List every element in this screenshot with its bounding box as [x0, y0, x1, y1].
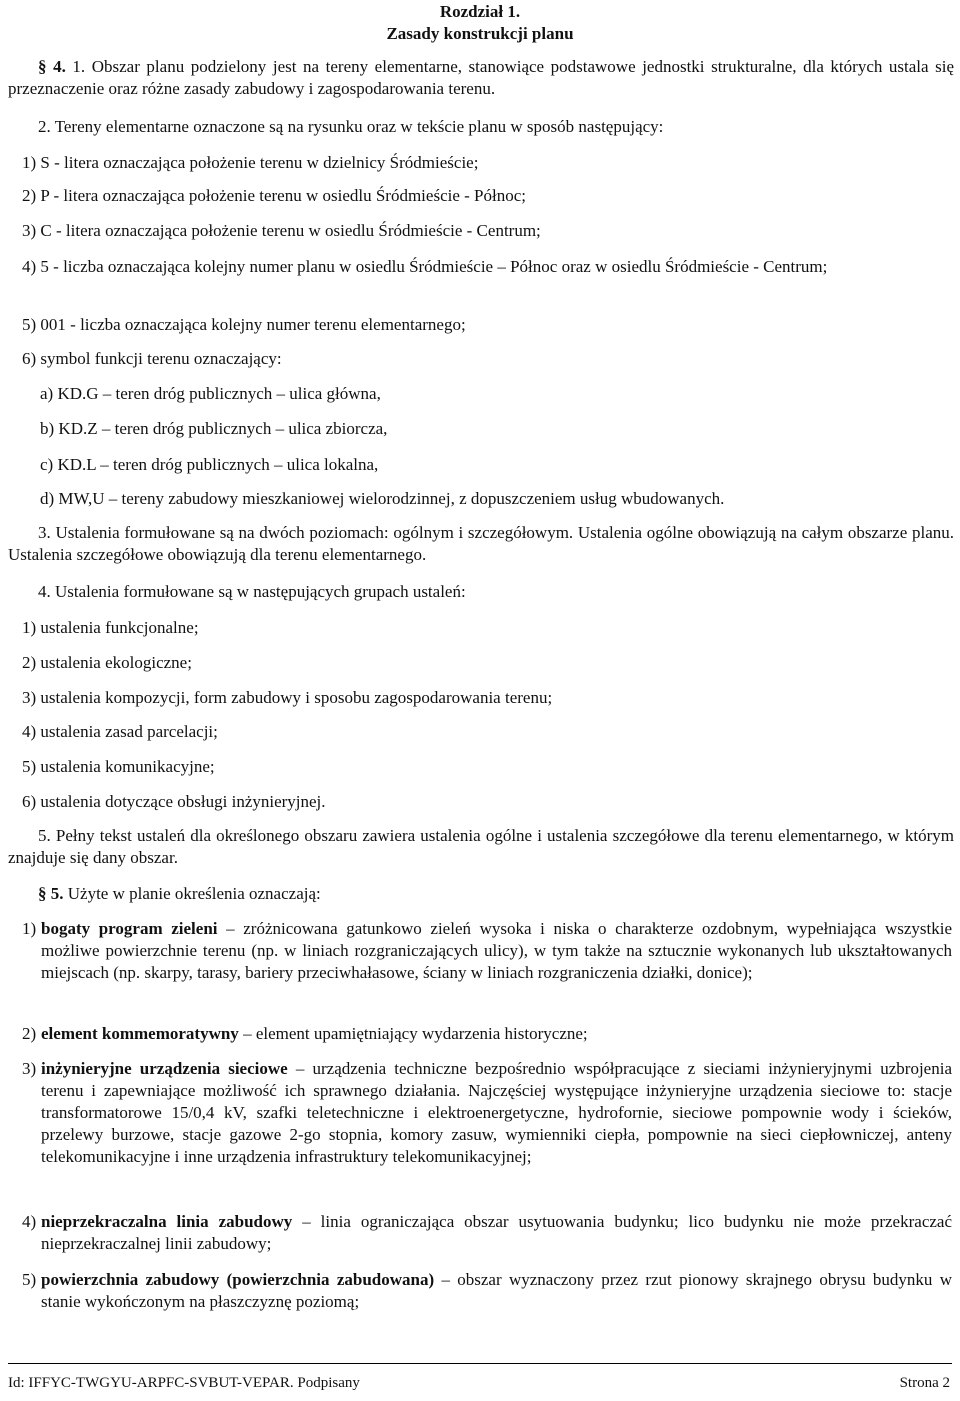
section4-p1-text: 1. Obszar planu podzielony jest na tereny elementarne, stanowiące podstawowe jednostki strukturalne, dla których ustala się przeznaczenie oraz różne zasady zabudowy i zagospodarowania terenu. — [8, 57, 955, 98]
chapter-title: Zasady konstrukcji planu — [386, 24, 574, 43]
chapter-number: Rozdział 1. — [439, 2, 521, 21]
section5-intro — [8, 883, 954, 905]
section4-paragraph-4: 4. Ustalenia formułowane są w następujących grupach ustaleń: — [38, 582, 466, 601]
definition-text: – element upamiętniający wydarzenia historyczne; — [238, 1024, 588, 1043]
definition-number: 4) — [22, 1212, 37, 1231]
definition-body — [41, 918, 960, 984]
definition-term: inżynieryjne urządzenia sieciowe — [41, 1059, 288, 1078]
list-item: 5) 001 - liczba oznaczająca kolejny numer terenu elementarnego; — [22, 315, 466, 334]
section4-paragraph-1 — [8, 56, 954, 100]
definition-text: – obszar wyznaczony przez rzut pionowy skrajnego obrysu budynku w stanie wykończonym na płaszczyznę poziomą; — [41, 1270, 952, 1311]
definition-body — [41, 1023, 960, 1045]
sub-list-item: b) KD.Z – teren dróg publicznych – ulica zbiorcza, — [40, 419, 388, 438]
list-item: 6) ustalenia dotyczące obsługi inżynieryjnej. — [22, 792, 326, 811]
definition-body — [41, 1269, 960, 1313]
definition-number: 5) — [22, 1270, 37, 1289]
definition-body — [41, 1211, 960, 1255]
list-item: 2) P - litera oznaczająca położenie terenu w osiedlu Śródmieście - Północ; — [22, 186, 526, 205]
definition-text: – urządzenia techniczne bezpośrednio współpracujące z sieciami inżynieryjnymi uzbrojenia terenu i zapewniające możliwość ich sprawnego działania. Najczęściej występujące inżynieryjne urządzenia sieciowe to: stacje transformatorowe 15/0,4 kV, szafki teletechniczne i elektroenergetyczne, hydrofornie, sieciowe pompownie wody i ścieków, przelewy burzowe, stacje gazowe 2-go stopnia, komory zasuw, wymienniki ciepła, pompownie na sieci ciepłowniczej, anteny telekomunikacyjne i inne urządzenia infrastruktury telekomunikacyjnej; — [41, 1059, 952, 1166]
definition-number: 1) — [22, 919, 37, 938]
definition-item — [22, 918, 960, 984]
footer-document-id: Id: IFFYC-TWGYU-ARPFC-SVBUT-VEPAR. Podpisany — [8, 1375, 360, 1391]
list-item: 3) ustalenia kompozycji, form zabudowy i sposobu zagospodarowania terenu; — [22, 688, 553, 707]
list-item: 1) ustalenia funkcjonalne; — [22, 618, 199, 637]
definition-term: nieprzekraczalna linia zabudowy — [41, 1212, 293, 1231]
section4-paragraph-5: 5. Pełny tekst ustaleń dla określonego obszaru zawiera ustalenia ogólne i ustalenia szczegółowe dla terenu elementarnego, w którym znajduje się dany obszar. — [8, 826, 954, 867]
sub-list-item: c) KD.L – teren dróg publicznych – ulica lokalna, — [40, 455, 379, 474]
definition-item — [22, 1023, 960, 1045]
list-item: 4) 5 - liczba oznaczająca kolejny numer planu w osiedlu Śródmieście – Północ oraz w osiedlu Śródmieście - Centrum; — [22, 257, 828, 276]
sub-list-item: d) MW,U – tereny zabudowy mieszkaniowej wielorodzinnej, z dopuszczeniem usług wbudowanych. — [40, 489, 725, 508]
definition-text: – zróżnicowana gatunkowo zieleń wysoka i niska o charakterze ozdobnym, wypełniająca wszystkie możliwe powierzchnie terenu (np. w liniach rozgraniczających ulicy), w tym także na sztucznie wykonanych lub ukształtowanych miejscach (np. skarpy, tarasy, bariery przeciwhałasowe, ściany w liniach rozgraniczenia działki, donice); — [41, 919, 952, 982]
section5-intro-text: Użyte w planie określenia oznaczają: — [67, 884, 321, 903]
section4-marker: § 4. — [38, 57, 66, 76]
footer-page-number: Strona 2 — [899, 1375, 950, 1391]
section4-paragraph-2: 2. Tereny elementarne oznaczone są na rysunku oraz w tekście planu w sposób następujący: — [38, 117, 664, 136]
definition-item — [22, 1269, 960, 1313]
list-item: 3) C - litera oznaczająca położenie terenu w osiedlu Śródmieście - Centrum; — [22, 221, 541, 240]
sub-list-item: a) KD.G – teren dróg publicznych – ulica główna, — [40, 384, 381, 403]
section4-paragraph-3: 3. Ustalenia formułowane są na dwóch poziomach: ogólnym i szczegółowym. Ustalenia ogólne obowiązują na całym obszarze planu. Ustalenia szczegółowe obowiązują dla terenu elementarnego. — [8, 523, 954, 564]
definition-term: bogaty program zieleni — [41, 919, 218, 938]
list-item: 5) ustalenia komunikacyjne; — [22, 757, 215, 776]
definition-body — [41, 1058, 960, 1168]
definition-text: – linia ograniczająca obszar usytuowania budynku; lico budynku nie może przekraczać nieprzekraczalnej linii zabudowy; — [41, 1212, 952, 1253]
definition-item — [22, 1058, 960, 1168]
definition-number: 2) — [22, 1024, 37, 1043]
definition-item — [22, 1211, 960, 1255]
definition-term: powierzchnia zabudowy (powierzchnia zabudowana) — [41, 1270, 435, 1289]
list-item: 2) ustalenia ekologiczne; — [22, 653, 192, 672]
section5-marker: § 5. — [38, 884, 64, 903]
list-item: 4) ustalenia zasad parcelacji; — [22, 722, 218, 741]
list-item: 1) S - litera oznaczająca położenie terenu w dzielnicy Śródmieście; — [22, 153, 479, 172]
definition-term: element kommemoratywny — [41, 1024, 239, 1043]
footer-divider — [8, 1363, 952, 1364]
definition-number: 3) — [22, 1059, 37, 1078]
list-item: 6) symbol funkcji terenu oznaczający: — [22, 349, 282, 368]
